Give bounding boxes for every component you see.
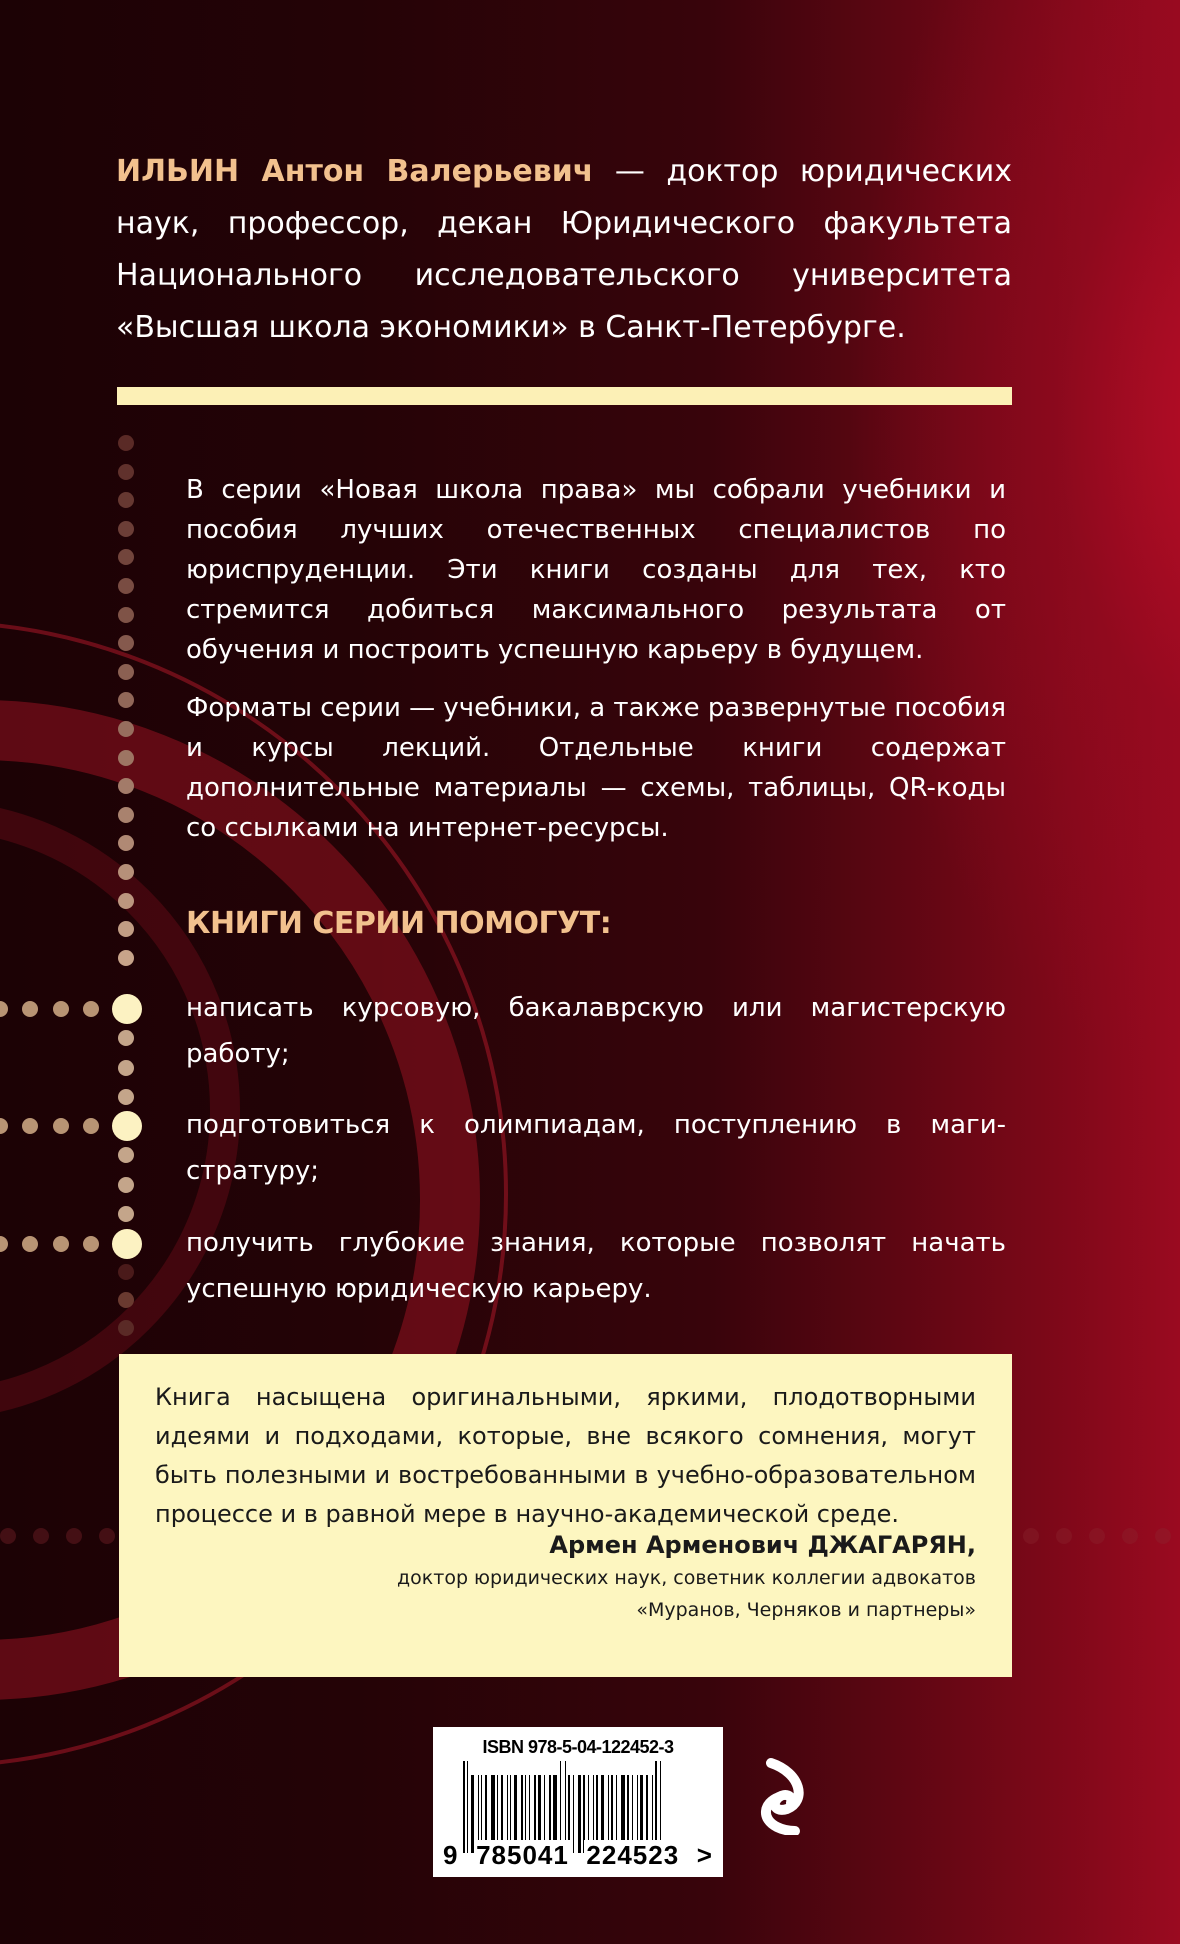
review-quote-box [119, 1354, 1012, 1677]
bullet-item: подготовиться к олимпиадам, поступлению в магистратуру; [186, 1110, 1006, 1186]
isbn-barcode [433, 1727, 723, 1877]
series-intro [186, 470, 1006, 866]
author-name: ИЛЬИН Антон Валерьевич [116, 154, 594, 189]
review-author: Армен Арменович ДЖАГАРЯН, [549, 1531, 976, 1559]
eksmo-swirl-logo-icon [757, 1757, 809, 1835]
bullet-item: получить глубокие знания, которые позволят начать успешную юридическую карьеру. [186, 1228, 1006, 1304]
author-description: — доктор юридических наук, профессор, декан Юридического факультета Национального исследовательского университета «Высшая школа экономики» в Санкт-Петербурге. [116, 154, 1012, 345]
barcode-digits [441, 1840, 715, 1871]
author-bio [116, 146, 1012, 354]
barcode-digit-group: > [696, 1840, 713, 1870]
divider-bar [117, 387, 1012, 405]
isbn-label: ISBN 978-5-04-122452-3 [482, 1737, 674, 1757]
barcode-digit-group: 785041 [476, 1840, 569, 1870]
review-author-role: доктор юридических наук, советник коллегии адвокатов [397, 1567, 976, 1589]
review-quote-text: Книга насыщена оригинальными, яркими, плодотворными идеями и подходами, которые, вне всякого сомнения, могут быть полезными и востребованными в учебно-образовательном процессе и в равной мере в научно-академической среде. [155, 1383, 976, 1528]
barcode-digit-group: 224523 [586, 1840, 680, 1870]
helps-heading: КНИГИ СЕРИИ ПОМОГУТ: [186, 906, 612, 941]
bullet-item: написать курсовую, бакалаврскую или магистерскую работу; [186, 993, 1006, 1069]
review-author-affiliation: «Муранов, Черняков и партнеры» [636, 1599, 976, 1621]
intro-paragraph: Форматы серии — учебники, а также развернутые пособия и курсы лекций. Отдельные книги содержат дополнительные материалы — схемы, таблицы, QR-коды со ссылками на интернет-ресурсы. [186, 693, 1006, 843]
intro-paragraph: В серии «Новая школа права» мы собрали учебники и пособия лучших отечественных специалистов по юриспруденции. Эти книги созданы для тех, кто стремится добиться максимального результата от обучения и построить успешную карьеру в будущем. [186, 475, 1006, 665]
barcode-digit-group: 9 [443, 1840, 459, 1870]
